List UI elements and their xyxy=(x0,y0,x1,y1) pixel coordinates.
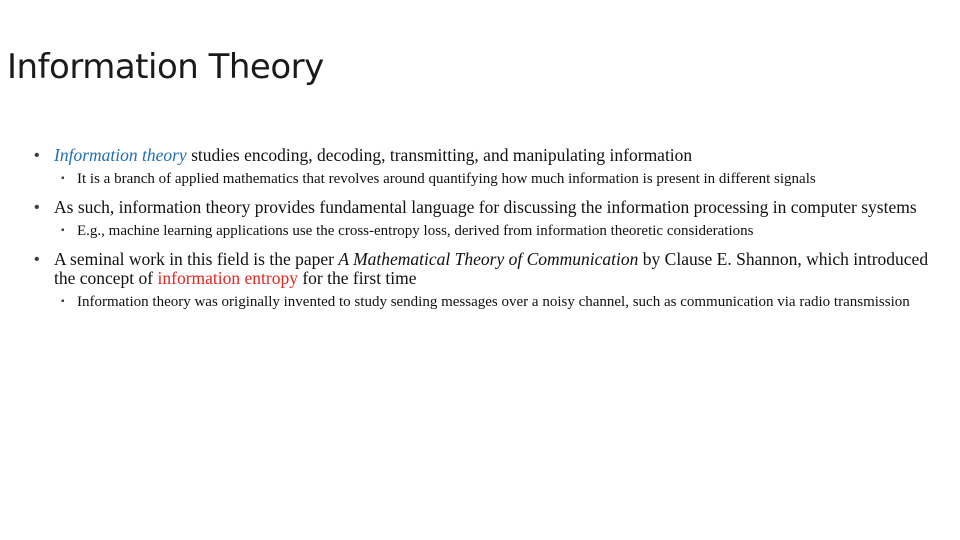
bullet-item xyxy=(30,198,930,217)
bullet-group-1 xyxy=(30,146,930,187)
bullet-dot-icon: • xyxy=(34,199,40,216)
sub-bullet-text: Information theory was originally invented to study sending messages over a noisy channel, such as communication via radio transmission xyxy=(77,294,910,310)
sub-bullet-text: It is a branch of applied mathematics that revolves around quantifying how much information is present in different signals xyxy=(77,171,816,187)
sub-bullet-item xyxy=(30,171,930,187)
term-information-theory: Information theory xyxy=(54,145,187,165)
square-bullet-icon: ▪ xyxy=(61,296,65,307)
slide-content xyxy=(30,146,930,321)
square-bullet-icon: ▪ xyxy=(61,173,65,184)
bullet-text: studies encoding, decoding, transmitting, and manipulating information xyxy=(186,145,693,165)
sub-bullet-text: E.g., machine learning applications use the cross-entropy loss, derived from information theoretic considerations xyxy=(77,223,754,239)
bullet-text-mid: by Clause E. Shannon, which introduced the concept of xyxy=(54,249,929,288)
bullet-group-3 xyxy=(30,250,930,310)
bullet-text-pre: A seminal work in this field is the paper xyxy=(54,249,339,269)
bullet-group-2 xyxy=(30,198,930,239)
bullet-dot-icon: • xyxy=(34,147,40,164)
term-information-entropy: information entropy xyxy=(157,268,298,288)
sub-bullet-item xyxy=(30,294,930,310)
bullet-dot-icon: • xyxy=(34,251,40,268)
bullet-item xyxy=(30,146,930,165)
bullet-text-post: for the first time xyxy=(297,268,417,288)
square-bullet-icon: ▪ xyxy=(61,225,65,236)
sub-bullet-item xyxy=(30,223,930,239)
paper-title: A Mathematical Theory of Communication xyxy=(338,249,639,269)
slide-title: Information Theory xyxy=(7,47,324,87)
bullet-text: As such, information theory provides fundamental language for discussing the information processing in computer systems xyxy=(54,197,917,217)
bullet-item xyxy=(30,250,930,288)
